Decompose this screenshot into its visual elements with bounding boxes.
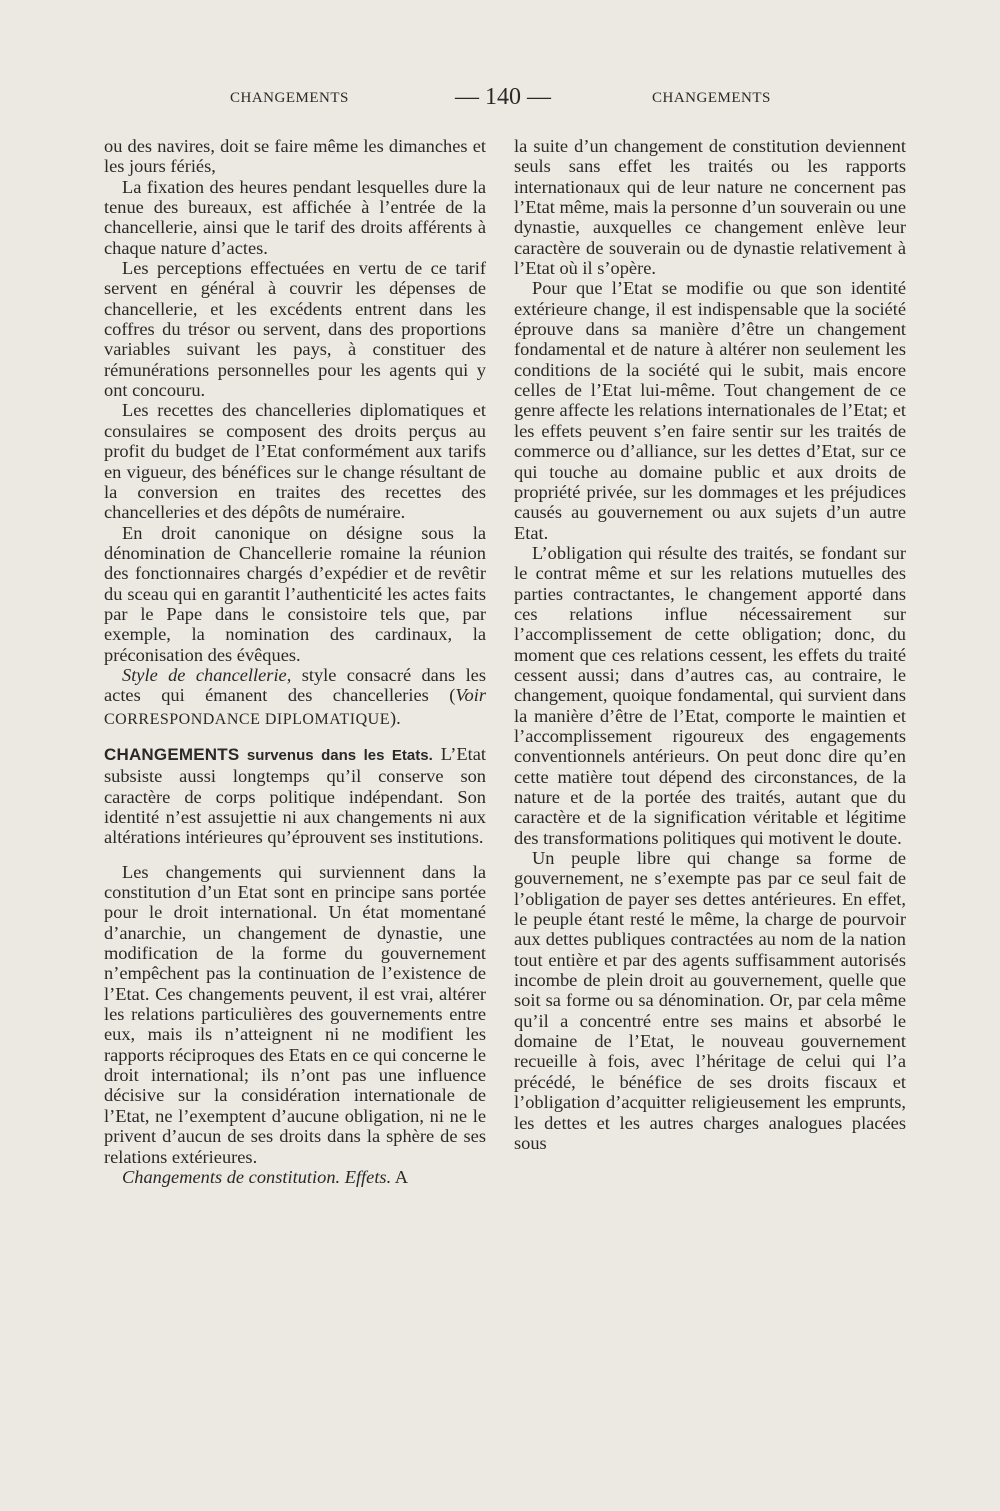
paragraph: Les perceptions effectuées en vertu de ce tarif servent en général à couvrir les dépenses de chancellerie, et les excédents entrent dans les coffres du trésor ou servent, dans des proportions variables suivant les pays, à constituer des rémunérations personnelles pour les agents qui y ont concouru.: [104, 258, 486, 401]
paragraph: Les changements qui surviennent dans la constitution d’un Etat sont en principe sans portée pour le droit international. Un état momentané d’anarchie, un changement de dynastie, une modification de la forme du gouvernement n’empêchent pas la continuation de l’existence de l’Etat. Ces changements peuvent, il est vrai, altérer les relations particulières des gouvernements entre eux, mais ils n’atteignent ni ne modifient les rapports réciproques des Etats en ce qui concerne le droit international; ils n’ont pas une influence décisive sur la considération internationale de l’Etat, ne l’exemptent d’aucune obligation, ni ne le privent d’aucun de ses droits dans la sphère de ses relations extérieures.: [104, 861, 486, 1167]
text-run: ).: [389, 707, 401, 728]
text-run: style consacré dans les actes qui émanent des chancelleries (: [104, 664, 486, 706]
paragraph: La fixation des heures pendant lesquelles dure la tenue des bureaux, est affichée à l’entrée de la chancellerie, ainsi que le tarif des droits afférents à chaque nature d’actes.: [104, 176, 486, 258]
text-run: A: [391, 1166, 409, 1187]
paragraph: [104, 665, 486, 730]
paragraph: Pour que l’Etat se modifie ou que son identité extérieure change, il est indispensable que la société éprouve dans sa manière d’être un changement fondamental et de nature à altérer non seulement les conditions de la société qui le subit, mais encore celles de l’Etat lui-même. Tout changement de ce genre affecte les relations internationales de l’Etat; et les effets peuvent s’en faire sentir sur les traités de commerce ou d’alliance, sur les dettes d’Etat, sur ce qui touche au domaine public et aux droits de propriété privée, sur les dommages et les préjudices causés au gouvernement ou aux sujets d’un autre Etat.: [514, 278, 906, 543]
running-head: [0, 84, 1000, 114]
entry-headword: CHANGEMENTS: [104, 744, 240, 764]
paragraph: Un peuple libre qui change sa forme de gouvernement, ne s’exempte pas par ce seul fait de l’obligation de payer ses dettes antérieures. En effet, le peuple étant resté le même, la charge de pourvoir aux dettes publiques contractées au nom de la nation tout entière et par des agents suffisamment autorisés incombe de plein droit au gouvernement, quelle que soit sa forme ou sa dénomination. Or, par cela même qu’il a concentré entre ses mains et absorbé le domaine de l’Etat, le nouveau gouvernement recueille à fois, avec l’héritage de celui qui l’a précédé, le bénéfice de ses droits fiscaux et l’obligation d’acquitter religieusement les emprunts, les dettes et les autres charges analogues placées sous: [514, 848, 906, 1153]
header-left-title: CHANGEMENTS: [230, 90, 349, 106]
entry-headword-rest: survenus dans les Etats.: [239, 746, 433, 764]
entry-text: L’Etat subsiste aussi longtemps qu’il conserve son caractère de corps politique indépendant. Son identité n’est assujettie ni aux changements ni aux altérations intérieures qu’éprouvent ses institutions.: [104, 743, 486, 848]
italic-subheading: Changements de constitution. Effets.: [122, 1166, 392, 1187]
right-column: [514, 136, 906, 1153]
paragraph: L’obligation qui résulte des traités, se fondant sur le contrat même et sur les relations mutuelles des parties contractantes, le changement apporté dans ces relations influe nécessairement sur l’accomplissement de cette obligation; donc, du moment que ces relations cessent, les effets du traité cessent aussi; dans d’autres cas, au contraire, le changement, quoique fondamental, qui survient dans la manière d’être de l’Etat, comporte le maintien et l’accomplissement rigoureux des engagements conventionnels antérieurs. On peut donc dire qu’en cette matière tout dépend des circonstances, de la nature et de la portée des traités, autant que du caractère et de la signification véritable et légitime des transformations politiques qui motivent le doute.: [514, 542, 906, 848]
paragraph: la suite d’un changement de constitution deviennent seuls sans effet les traités ou les rapports internationaux qui de leur nature ne concernent pas l’Etat même, mais la personne d’un souverain ou une dynastie, auxquelles ce changement enlève leur caractère de souverain ou de dynastie relativement à l’Etat où il s’opère.: [514, 136, 906, 279]
header-right-title: CHANGEMENTS: [652, 90, 771, 106]
paragraph: Les recettes des chancelleries diplomatiques et consulaires se composent des droits perçus au profit du budget de l’Etat conformément aux tarifs en vigueur, des bénéfices sur le change résultant de la conversion en traites des recettes des chancelleries et des dépôts de numéraire.: [104, 400, 486, 523]
left-column: [104, 136, 486, 1187]
italic-term: Style de chancellerie,: [122, 664, 292, 685]
dictionary-entry: [104, 744, 486, 848]
paragraph: ou des navires, doit se faire même les dimanches et les jours fériés,: [104, 136, 486, 177]
paragraph: [104, 1167, 486, 1187]
page-number: — 140 —: [455, 84, 551, 110]
cross-reference-target: CORRESPONDANCE DIPLOMATIQUE: [104, 710, 390, 728]
cross-reference-voir: Voir: [455, 685, 486, 706]
paragraph: En droit canonique on désigne sous la dénomination de Chancellerie romaine la réunion des fonctionnaires chargés d’expédier et de revêtir du sceau qui en garantit l’authenticité les actes faits par le Pape dans le consistoire tels que, par exemple, la nomination des cardinaux, la préconisation des évêques.: [104, 522, 486, 665]
